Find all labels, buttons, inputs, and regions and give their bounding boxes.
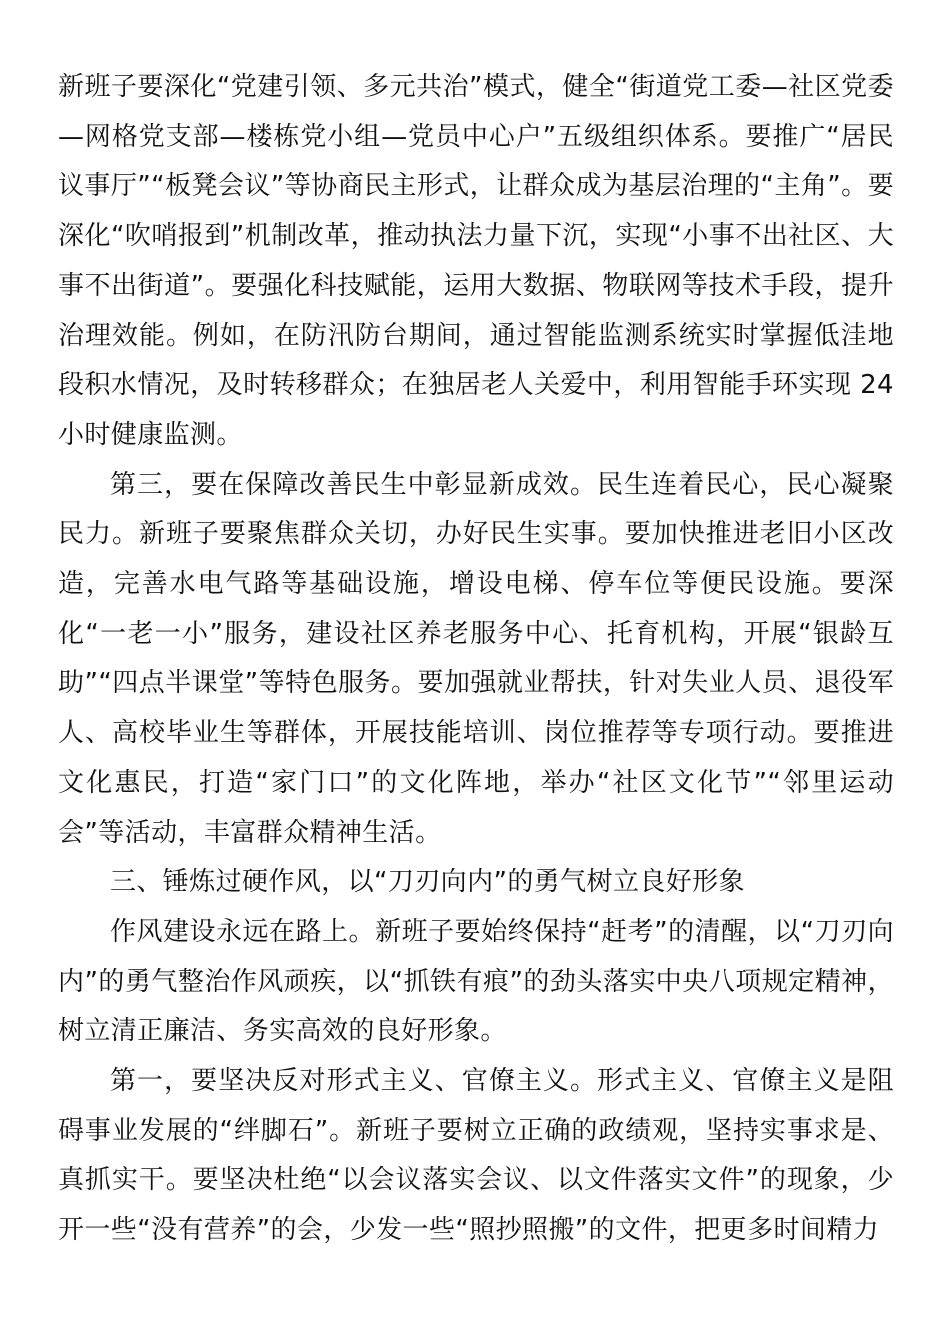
paragraph: 新班子要深化“党建引领、多元共治”模式，健全“街道党工委—社区党委—网格党支部—楼栋党小组—党员中心户”五级组织体系。要推广“居民议事厅”“板凳会议”等协商民主形式，让群众成为基层治理的“主角”。要深化“吹哨报到”机制改革，推动执法力量下沉，实现“小事不出社区、大事不出街道”。要强化科技赋能，运用大数据、物联网等技术手段，提升治理效能。例如，在防汛防台期间，通过智能监测系统实时掌握低洼地段积水情况，及时转移群众；在独居老人关爱中，利用智能手环实现 24 小时健康监测。 [58,72,894,450]
paragraph: 第一，要坚决反对形式主义、官僚主义。形式主义、官僚主义是阻碍事业发展的“绊脚石”。新班子要树立正确的政绩观，坚持实事求是、真抓实干。要坚决杜绝“以会议落实会议、以文件落实文件”的现象，少开一些“没有营养”的会，少发一些“照抄照搬”的文件，把更多时间精力 [58,1066,894,1246]
paragraph: 第三，要在保障改善民生中彰显新成效。民生连着民心，民心凝聚民力。新班子要聚焦群众关切，办好民生实事。要加快推进老旧小区改造，完善水电气路等基础设施，增设电梯、停车位等便民设施。要深化“一老一小”服务，建设社区养老服务中心、托育机构，开展“银龄互助”“四点半课堂”等特色服务。要加强就业帮扶，针对失业人员、退役军人、高校毕业生等群体，开展技能培训、岗位推荐等专项行动。要推进文化惠民，打造“家门口”的文化阵地，举办“社区文化节”“邻里运动会”等活动，丰富群众精神生活。 [58,469,894,848]
section-heading: 三、锤炼过硬作风，以“刀刃向内”的勇气树立良好形象 [110,867,745,898]
document-body [58,63,894,1256]
paragraph: 作风建设永远在路上。新班子要始终保持“赶考”的清醒，以“刀刃向内”的勇气整治作风顽疾，以“抓铁有痕”的劲头落实中央八项规定精神，树立清正廉洁、务实高效的良好形象。 [58,916,894,1047]
